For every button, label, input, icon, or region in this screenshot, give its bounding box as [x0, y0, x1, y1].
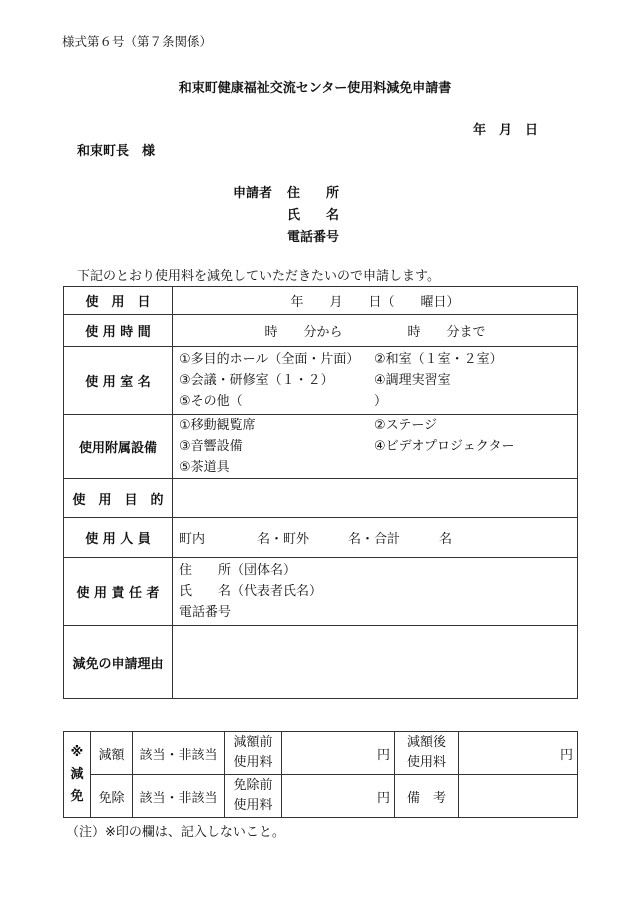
equipment-option-5[interactable]: ⑤茶道具 — [179, 460, 230, 475]
equipment-option-3[interactable]: ③音響設備 — [179, 439, 243, 454]
office-mark — [64, 732, 91, 818]
room-option-5[interactable]: ⑤その他（ — [179, 394, 243, 409]
responsible-phone[interactable]: 電話番号 — [179, 605, 232, 620]
remarks-label: 備 考 — [395, 775, 459, 818]
mark-gen: 減 — [70, 766, 84, 782]
people-label: 使 用 人 員 — [64, 518, 173, 558]
office-use-table — [63, 731, 578, 818]
before-reduction-label: 減額前 使用料 — [225, 732, 282, 775]
equipment-options[interactable] — [173, 415, 578, 479]
before-exemption-amount[interactable]: 円 — [282, 775, 395, 818]
room-option-5-close: ） — [374, 394, 388, 409]
responsible-name[interactable]: 氏 名（代表者氏名） — [179, 584, 323, 599]
responsible-fields[interactable] — [173, 558, 578, 626]
room-option-3[interactable]: ③会議・研修室（１・２） — [179, 373, 334, 388]
equipment-option-1[interactable]: ①移動観覧席 — [179, 418, 256, 433]
use-time-field[interactable]: 時 分から 時 分まで — [173, 315, 578, 347]
applicant-address-label: 住 所 — [287, 186, 340, 201]
use-date-label: 使 用 日 — [64, 287, 173, 315]
room-option-4[interactable]: ④調理実習室 — [374, 373, 451, 388]
asterisk-mark: ※ — [70, 744, 84, 760]
before-exemption-label: 免除前 使用料 — [225, 775, 282, 818]
equipment-label: 使用附属設備 — [64, 415, 173, 479]
reduction-label: 減額 — [91, 732, 133, 775]
after-reduction-label: 減額後 使用料 — [395, 732, 459, 775]
form-number: 様式第６号（第７条関係） — [62, 34, 213, 49]
use-date-field[interactable]: 年 月 日（ 曜日） — [173, 287, 578, 315]
use-time-label: 使 用 時 間 — [64, 315, 173, 347]
mark-men: 免 — [70, 788, 84, 804]
applicant-name-label: 氏 名 — [287, 208, 340, 223]
room-option-2[interactable]: ②和室（１室・２室） — [374, 352, 503, 367]
before-reduction-amount[interactable]: 円 — [282, 732, 395, 775]
applicant-label: 申請者 — [233, 186, 273, 201]
date-line: 年 月 日 — [473, 123, 539, 138]
exemption-choice[interactable]: 該当・非該当 — [133, 775, 225, 818]
reason-field[interactable] — [173, 626, 578, 699]
equipment-option-4[interactable]: ④ビデオプロジェクター — [374, 439, 515, 454]
room-options[interactable] — [173, 347, 578, 415]
room-label: 使 用 室 名 — [64, 347, 173, 415]
remarks-field[interactable] — [459, 775, 578, 818]
document-title: 和束町健康福祉交流センター使用料減免申請書 — [178, 81, 452, 96]
purpose-label: 使 用 目 的 — [64, 479, 173, 518]
exemption-label: 免除 — [91, 775, 133, 818]
reason-label: 減免の申請理由 — [64, 626, 173, 699]
room-option-1[interactable]: ①多目的ホール（全面・片面） — [179, 352, 360, 367]
equipment-option-2[interactable]: ②ステージ — [374, 418, 438, 433]
reduction-choice[interactable]: 該当・非該当 — [133, 732, 225, 775]
applicant-phone-label: 電話番号 — [287, 230, 340, 245]
responsible-label: 使 用 責 任 者 — [64, 558, 173, 626]
intro-text: 下記のとおり使用料を減免していただきたいので申請します。 — [77, 269, 440, 284]
addressee: 和束町長 様 — [77, 144, 156, 159]
responsible-address[interactable]: 住 所（団体名） — [179, 563, 297, 578]
application-table — [63, 286, 578, 699]
after-reduction-amount[interactable]: 円 — [459, 732, 578, 775]
people-field[interactable]: 町内 名・町外 名・合計 名 — [173, 518, 578, 558]
footnote: （注）※印の欄は、記入しないこと。 — [66, 825, 285, 840]
purpose-field[interactable] — [173, 479, 578, 518]
